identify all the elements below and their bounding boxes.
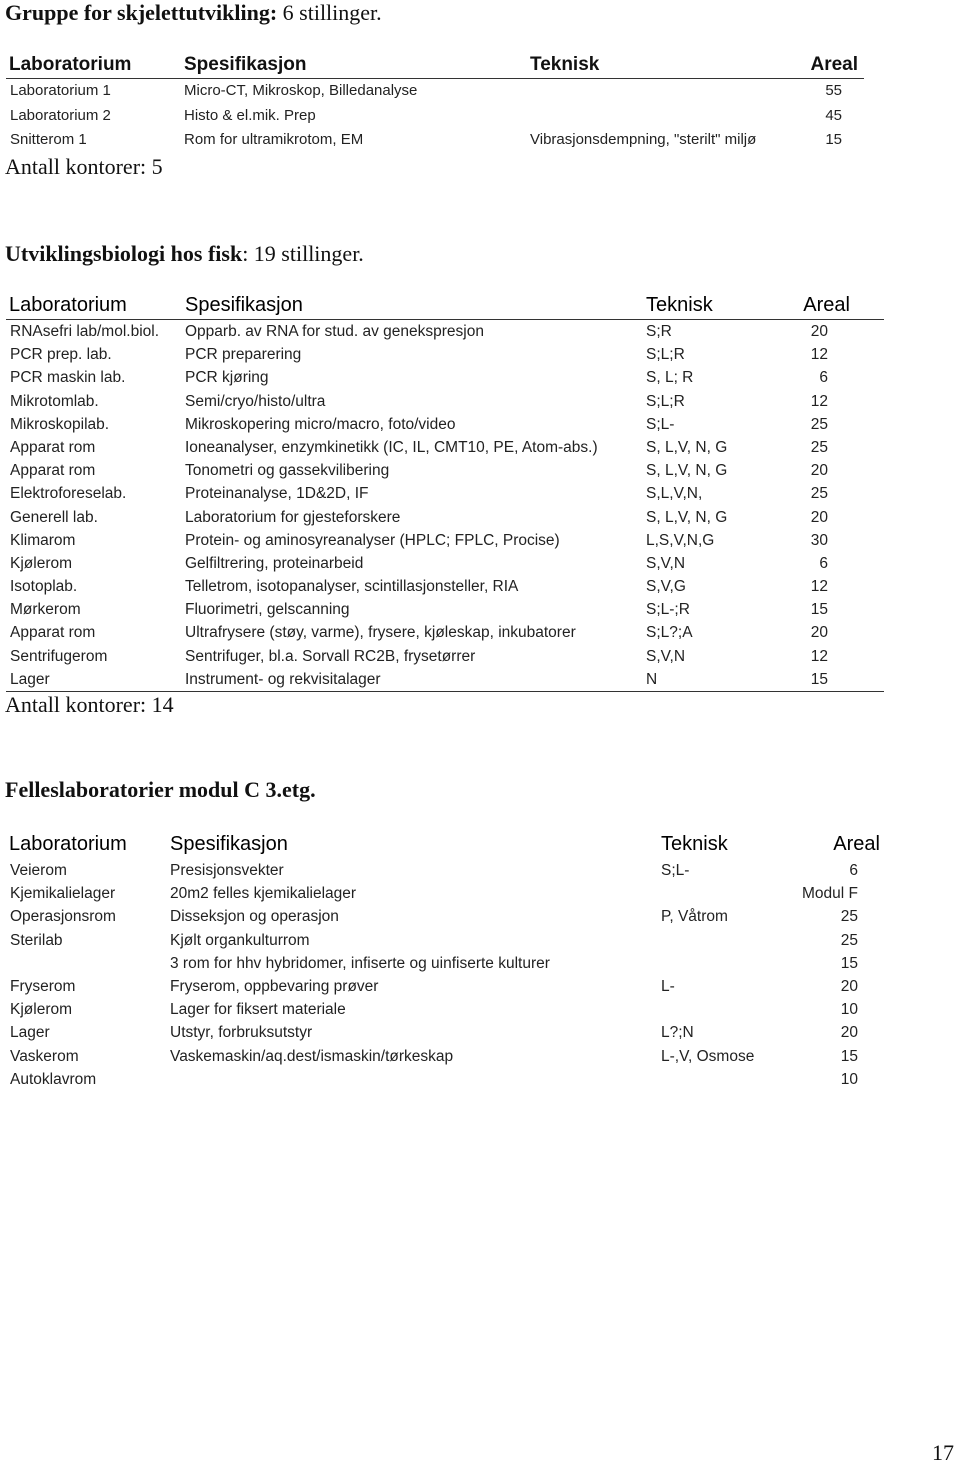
table-row [6,598,884,621]
teknisk-cell: P, Våtrom [661,908,728,926]
areal-cell: 12 [810,578,828,596]
header-teknisk: Teknisk [530,54,600,75]
areal-cell: 10 [840,1001,858,1019]
table-row [6,104,864,129]
areal-cell: 6 [819,554,828,572]
laboratorium-cell: Sentrifugerom [10,647,108,665]
areal-cell: 25 [810,438,828,456]
table-row [6,1045,884,1068]
laboratorium-cell: Isotoplab. [10,578,78,596]
laboratorium-cell: Kjølerom [10,554,73,572]
areal-cell: 12 [810,392,828,410]
table-header [6,831,884,859]
laboratorium-cell: Apparat rom [10,624,96,642]
table-row [6,1068,884,1091]
areal-cell: 20 [810,624,828,642]
table-row [6,390,884,413]
section-title-rest: : 19 stillinger. [242,241,364,266]
header-laboratorium: Laboratorium [9,833,127,855]
teknisk-cell: S,V,N [646,647,686,665]
table-row [6,621,884,644]
teknisk-cell: S;L-;R [646,601,690,619]
laboratorium-cell: Apparat rom [10,438,96,456]
table-row [6,343,884,366]
spesifikasjon-cell: Micro-CT, Mikroskop, Billedanalyse [184,82,418,99]
spesifikasjon-cell: Telletrom, isotopanalyser, scintillasjonsteller, RIA [185,578,519,596]
table-row [6,482,884,505]
teknisk-cell: L,S,V,N,G [646,531,715,549]
section-title-bold: Felleslaboratorier modul C 3.etg. [5,777,316,802]
areal-cell: 15 [825,131,842,148]
areal-cell: 30 [810,531,828,549]
areal-cell: 15 [810,601,828,619]
table-row [6,1021,884,1044]
table-row [6,128,864,153]
areal-cell: 20 [810,462,828,480]
section-title-rest: 6 stillinger. [277,0,382,25]
areal-cell: 25 [810,485,828,503]
laboratorium-cell: Operasjonsrom [10,908,116,926]
laboratorium-cell: Mikrotomlab. [10,392,99,410]
spesifikasjon-cell: 20m2 felles kjemikalielager [170,885,357,903]
header-teknisk: Teknisk [646,294,713,316]
section-title-skjelettutvikling [5,0,382,26]
lab-table-skjelettutvikling [6,52,864,153]
table-row [6,859,884,882]
spesifikasjon-cell: Sentrifuger, bl.a. Sorvall RC2B, frysetørrer [185,647,476,665]
table-row [6,929,884,952]
teknisk-cell: S, L; R [646,369,694,387]
laboratorium-cell: PCR maskin lab. [10,369,126,387]
section-title-bold: Utviklingsbiologi hos fisk [5,241,243,266]
header-laboratorium: Laboratorium [9,54,132,75]
spesifikasjon-cell: Kjølt organkulturrom [170,931,310,949]
spesifikasjon-cell: Instrument- og rekvisitalager [185,670,381,688]
laboratorium-cell: Autoklavrom [10,1070,97,1088]
spesifikasjon-cell: Presisjonsvekter [170,862,284,879]
table-row [6,320,884,343]
teknisk-cell: S;L;R [646,392,685,410]
areal-cell: 12 [810,647,828,665]
laboratorium-cell: Elektroforeselab. [10,485,127,503]
table-row [6,506,884,529]
laboratorium-cell: Mikroskopilab. [10,415,110,433]
section-title-felleslaboratorier [5,777,316,803]
teknisk-cell: Vibrasjonsdempning, "sterilt" miljø [530,131,757,148]
areal-cell: 20 [810,508,828,526]
areal-cell: 6 [819,369,828,387]
table-row [6,998,884,1021]
laboratorium-cell: Snitterom 1 [10,131,87,148]
laboratorium-cell: Fryserom [10,977,76,995]
laboratorium-cell: RNAsefri lab/mol.biol. [10,323,160,340]
table-row [6,668,884,692]
areal-cell: 25 [840,908,858,926]
areal-cell: 25 [840,931,858,949]
table-row [6,366,884,389]
areal-cell: 12 [810,346,828,364]
table-row [6,575,884,598]
table-row [6,905,884,928]
header-spesifikasjon: Spesifikasjon [184,54,307,75]
spesifikasjon-cell: Opparb. av RNA for stud. av genekspresjon [185,323,484,340]
teknisk-cell: S,L,V,N, [646,485,703,503]
table-row [6,645,884,668]
section-title-fisk [5,241,364,267]
areal-cell: Modul F [802,885,858,903]
laboratorium-cell: Vaskerom [10,1047,79,1065]
teknisk-cell: S,V,N [646,554,686,572]
laboratorium-cell: Generell lab. [10,508,98,526]
table-row [6,882,884,905]
spesifikasjon-cell: Disseksjon og operasjon [170,908,339,926]
spesifikasjon-cell: Proteinanalyse, 1D&2D, IF [185,485,369,503]
laboratorium-cell: Lager [10,1024,50,1042]
header-teknisk: Teknisk [661,833,728,855]
spesifikasjon-cell: Tonometri og gassekvilibering [185,462,390,480]
section-title-bold: Gruppe for skjelettutvikling: [5,0,278,25]
table-row [6,529,884,552]
areal-cell: 6 [849,862,858,879]
table-header [6,292,884,320]
spesifikasjon-cell: Utstyr, forbruksutstyr [170,1024,313,1042]
spesifikasjon-cell: Vaskemaskin/aq.dest/ismaskin/tørkeskap [170,1047,454,1065]
areal-cell: 45 [825,106,842,124]
areal-cell: 15 [840,954,858,972]
teknisk-cell: L- [661,977,675,995]
page-number: 17 [932,1440,954,1465]
teknisk-cell: S;L- [646,415,675,433]
spesifikasjon-cell: PCR preparering [185,346,302,364]
laboratorium-cell: Klimarom [10,531,76,549]
header-areal: Areal [833,833,880,855]
spesifikasjon-cell: 3 rom for hhv hybridomer, infiserte og uinfiserte kulturer [170,954,550,972]
areal-cell: 20 [840,1024,858,1042]
laboratorium-cell: Laboratorium 1 [10,82,111,99]
teknisk-cell: S, L,V, N, G [646,508,728,526]
header-areal: Areal [803,294,850,316]
teknisk-cell: L-,V, Osmose [661,1047,755,1065]
table-row [6,552,884,575]
table-header [6,52,864,79]
teknisk-cell: L?;N [661,1024,694,1042]
laboratorium-cell: PCR prep. lab. [10,346,112,364]
spesifikasjon-cell: Mikroskopering micro/macro, foto/video [185,415,456,433]
spesifikasjon-cell: Laboratorium for gjesteforskere [185,508,401,526]
spesifikasjon-cell: Fluorimetri, gelscanning [185,601,350,619]
lab-table-felles [6,831,884,1091]
header-spesifikasjon: Spesifikasjon [170,833,288,855]
header-areal: Areal [810,54,858,75]
table-row [6,975,884,998]
spesifikasjon-cell: Histo & el.mik. Prep [184,106,316,124]
table-row [6,436,884,459]
areal-cell: 15 [810,670,828,688]
laboratorium-cell: Kjemikalielager [10,885,116,903]
teknisk-cell: S;R [646,323,672,340]
teknisk-cell: N [646,670,658,688]
spesifikasjon-cell: Lager for fiksert materiale [170,1001,346,1019]
teknisk-cell: S, L,V, N, G [646,462,728,480]
spesifikasjon-cell: Ioneanalyser, enzymkinetikk (IC, IL, CMT10, PE, Atom-abs.) [185,438,598,456]
table-row [6,79,864,104]
spesifikasjon-cell: Protein- og aminosyreanalyser (HPLC; FPLC, Procise) [185,531,560,549]
spesifikasjon-cell: Rom for ultramikrotom, EM [184,131,364,148]
spesifikasjon-cell: Semi/cryo/histo/ultra [185,392,326,410]
areal-cell: 25 [810,415,828,433]
teknisk-cell: S;L;R [646,346,685,364]
laboratorium-cell: Laboratorium 2 [10,106,111,124]
table-row [6,459,884,482]
spesifikasjon-cell: PCR kjøring [185,369,269,387]
teknisk-cell: S;L- [661,862,690,879]
teknisk-cell: S,V,G [646,578,686,596]
areal-cell: 20 [840,977,858,995]
lab-table-fisk [6,292,884,692]
teknisk-cell: S;L?;A [646,624,693,642]
laboratorium-cell: Lager [10,670,50,688]
laboratorium-cell: Veierom [10,862,67,879]
table-row [6,952,884,975]
areal-cell: 20 [810,323,828,340]
header-laboratorium: Laboratorium [9,294,127,316]
areal-cell: 55 [825,82,842,99]
spesifikasjon-cell: Gelfiltrering, proteinarbeid [185,554,364,572]
spesifikasjon-cell: Fryserom, oppbevaring prøver [170,977,379,995]
laboratorium-cell: Mørkerom [10,601,81,619]
table-row [6,413,884,436]
spesifikasjon-cell: Ultrafrysere (støy, varme), frysere, kjøleskap, inkubatorer [185,624,576,642]
laboratorium-cell: Kjølerom [10,1001,73,1019]
areal-cell: 10 [840,1070,858,1088]
laboratorium-cell: Apparat rom [10,462,96,480]
areal-cell: 15 [840,1047,858,1065]
office-count: Antall kontorer: 5 [5,154,163,179]
office-count: Antall kontorer: 14 [5,692,174,717]
teknisk-cell: S, L,V, N, G [646,438,728,456]
laboratorium-cell: Sterilab [10,931,63,949]
header-spesifikasjon: Spesifikasjon [185,294,303,316]
